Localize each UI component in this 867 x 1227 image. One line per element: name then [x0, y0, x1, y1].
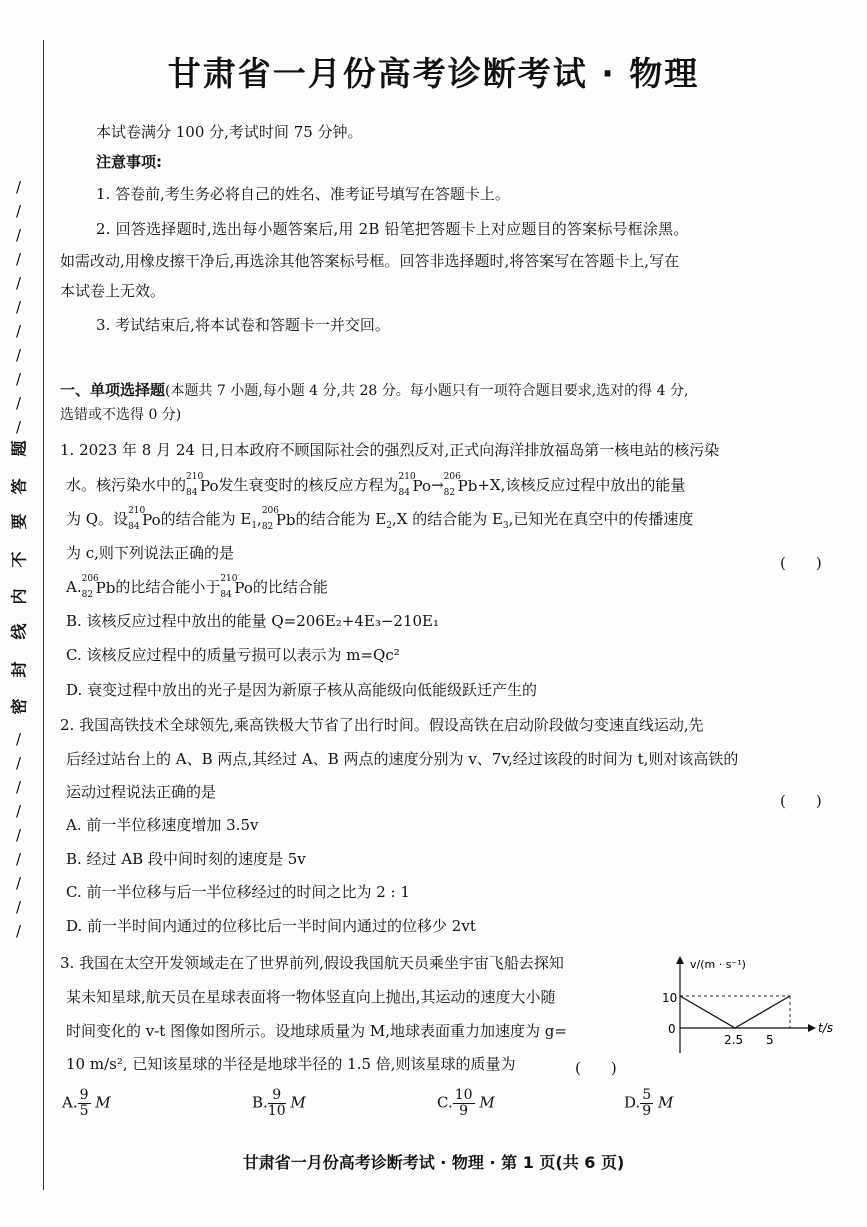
notes-item-2-cont: 如需改动,用橡皮擦干净后,再选涂其他答案标号框。回答非选择题时,将答案写在答题卡上,写在	[60, 252, 680, 270]
q2-option-b: B. 经过 AB 段中间时刻的速度是 5v	[66, 850, 306, 868]
q2-stem-line3: 运动过程说法正确的是	[66, 783, 217, 801]
q3-stem-line4: 10 m/s², 已知该星球的半径是地球半径的 1.5 倍,则该星球的质量为	[66, 1055, 516, 1073]
page-title: 甘肃省一月份高考诊断考试 · 物理	[167, 54, 700, 93]
binding-slash: /	[16, 298, 22, 316]
q2-answer-paren: ( )	[780, 792, 822, 810]
binding-slash: /	[16, 370, 22, 388]
q1-option-b: B. 该核反应过程中放出的能量 Q=206E₂+4E₃−210E₁	[66, 612, 440, 630]
q3-stem-line2: 某未知星球,航天员在星球表面将一物体竖直向上抛出,其运动的速度大小随	[66, 988, 556, 1006]
q1-stem-line1: 1. 2023 年 8 月 24 日,日本政府不顾国际社会的强烈反对,正式向海洋排放福岛第一核电站的核污染	[60, 441, 720, 459]
binding-slash: /	[16, 778, 22, 796]
binding-seal-char: 线	[9, 623, 29, 640]
binding-line	[43, 40, 44, 1190]
binding-slash: /	[16, 730, 22, 748]
binding-slash: /	[16, 826, 22, 844]
q3-option-a: A. $\frac{9}{5}$ M	[62, 1087, 111, 1119]
isotope-po-210: 210 84 Po	[398, 471, 432, 498]
q2-stem-line1: 2. 我国高铁技术全球领先,乘高铁极大节省了出行时间。假设高铁在启动阶段做匀变速直线运动,先	[60, 716, 704, 734]
section-description: (本题共 7 小题,每小题 4 分,共 28 分。每小题只有一项符合题目要求,选对的得 4 分,	[165, 383, 689, 399]
notes-intro: 本试卷满分 100 分,考试时间 75 分钟。	[96, 123, 363, 141]
q1-stem-line3: 为 Q。设 210 84 Po的结合能为 $E_1$, 206 82 Pb的结合能为 $E_2,X$ 的结合能为 $E_3$,已知光在真空中的传播速度	[66, 505, 694, 532]
graph-y-tick-10: 10	[662, 991, 678, 1005]
binding-slash: /	[16, 898, 22, 916]
graph-y-arrow	[676, 956, 684, 964]
binding-seal-char: 题	[9, 440, 29, 457]
graph-x-tick-5: 5	[766, 1033, 774, 1047]
vt-graph	[660, 948, 845, 1063]
binding-seal-char: 内	[9, 588, 29, 605]
q1-stem-line2: 水。核污染水中的 210 84 Po发生衰变时的核反应方程为 210 84 Po→ 206 82 Pb+X,该核反应过程中放出的能量	[66, 471, 686, 498]
binding-seal-char: 要	[9, 513, 29, 530]
graph-segment	[680, 996, 735, 1028]
graph-segment	[735, 996, 790, 1028]
q3-stem-line1: 3. 我国在太空开发领域走在了世界前列,假设我国航天员乘坐宇宙飞船去探知	[60, 954, 564, 972]
binding-slash: /	[16, 250, 22, 268]
binding-slash: /	[16, 922, 22, 940]
section-description-cont: 选错或不选得 0 分)	[60, 407, 182, 423]
q2-option-c: C. 前一半位移与后一半位移经过的时间之比为 2 : 1	[66, 883, 410, 901]
graph-x-arrow	[808, 1024, 816, 1032]
binding-slash: /	[16, 202, 22, 220]
section-title: 一、单项选择题	[60, 381, 166, 399]
binding-slash: /	[16, 178, 22, 196]
binding-seal-char: 不	[9, 551, 29, 568]
binding-slash: /	[16, 346, 22, 364]
q3-option-b: B. $\frac{9}{10}$ M	[252, 1087, 306, 1119]
q3-option-d: D. $\frac{5}{9}$ M	[624, 1087, 674, 1119]
notes-item-2: 2. 回答选择题时,选出每小题答案后,用 2B 铅笔把答题卡上对应题目的答案标号框涂黑。	[96, 220, 689, 238]
q1-option-d: D. 衰变过程中放出的光子是因为新原子核从高能级向低能级跃迁产生的	[66, 681, 538, 699]
binding-slash: /	[16, 874, 22, 892]
q2-option-d: D. 前一半时间内通过的位移比后一半时间内通过的位移少 2vt	[66, 917, 476, 935]
binding-slash: /	[16, 802, 22, 820]
isotope-pb-206: 206 82 Pb	[443, 471, 478, 498]
isotope-po-210: 210 84 Po	[186, 471, 219, 498]
notes-heading: 注意事项:	[96, 153, 162, 171]
binding-slash: /	[16, 394, 22, 412]
q3-answer-paren: ( )	[575, 1059, 617, 1077]
graph-x-label: t/s	[818, 1021, 833, 1035]
graph-y-label: v/(m · s⁻¹)	[690, 958, 746, 971]
binding-slash: /	[16, 754, 22, 772]
notes-item-1: 1. 答卷前,考生务必将自己的姓名、准考证号填写在答题卡上。	[96, 185, 510, 203]
graph-origin: 0	[668, 1022, 676, 1036]
notes-item-2-cont2: 本试卷上无效。	[60, 282, 166, 300]
binding-slash: /	[16, 418, 22, 436]
binding-slash: /	[16, 850, 22, 868]
binding-seal-char: 答	[9, 478, 29, 495]
binding-slash: /	[16, 322, 22, 340]
page-footer: 甘肃省一月份高考诊断考试 · 物理 · 第 1 页(共 6 页)	[242, 1153, 625, 1172]
section-heading	[60, 383, 688, 399]
q1-option-c: C. 该核反应过程中的质量亏损可以表示为 m=Qc²	[66, 646, 400, 664]
binding-slash: /	[16, 274, 22, 292]
q1-answer-paren: ( )	[780, 554, 822, 572]
binding-seal-char: 封	[9, 661, 29, 678]
binding-slash: /	[16, 226, 22, 244]
notes-item-3: 3. 考试结束后,将本试卷和答题卡一并交回。	[96, 316, 390, 334]
binding-seal-char: 密	[9, 698, 29, 715]
q2-option-a: A. 前一半位移速度增加 3.5v	[66, 816, 259, 834]
graph-x-tick-2.5: 2.5	[724, 1033, 744, 1047]
binding-margin	[0, 0, 48, 1227]
q3-option-c: C. $\frac{10}{9}$ M	[437, 1087, 495, 1119]
q1-stem-line4: 为 c,则下列说法正确的是	[66, 544, 234, 562]
q2-stem-line2: 后经过站台上的 A、B 两点,其经过 A、B 两点的速度分别为 v、7v,经过该段的时间为 t,则对该高铁的	[66, 750, 739, 768]
q3-stem-line3: 时间变化的 v-t 图像如图所示。设地球质量为 M,地球表面重力加速度为 g=	[66, 1022, 567, 1040]
q1-option-a: A. 206 82 Pb的比结合能小于 210 84 Po的比结合能	[66, 573, 328, 600]
